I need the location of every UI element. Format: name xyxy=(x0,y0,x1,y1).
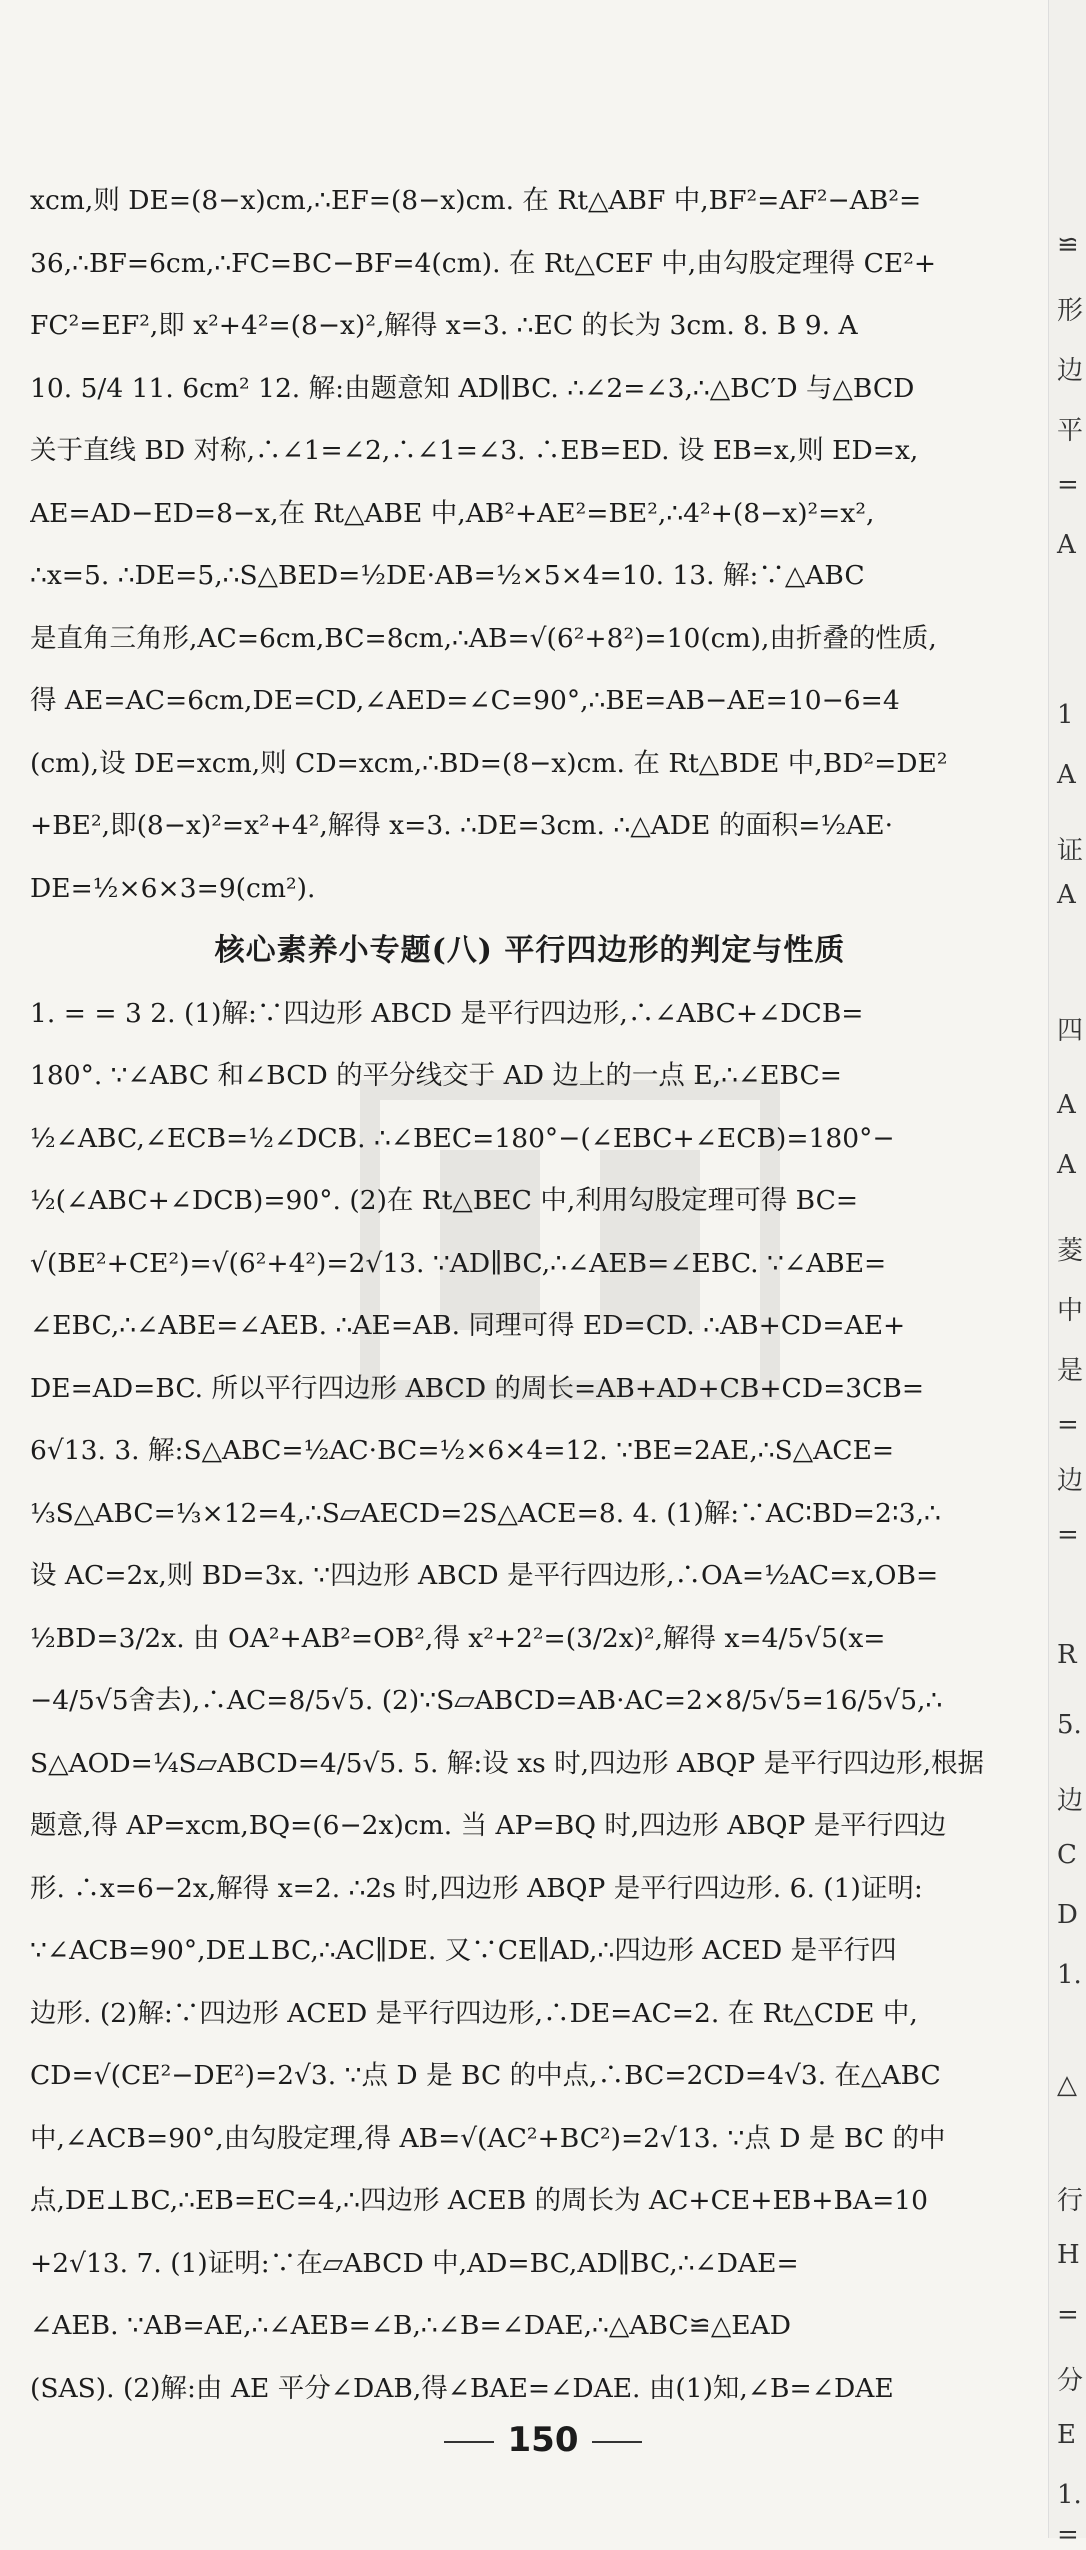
edge-fragment: = xyxy=(1057,2520,1079,2550)
text-line: +2√13. 7. (1)证明:∵在▱ABCD 中,AD=BC,AD∥BC,∴∠DAE= xyxy=(30,2247,799,2279)
text-line: S△AOD=¼S▱ABCD=4/5√5. 5. 解:设 xs 时,四边形 ABQP 是平行四边形,根据 xyxy=(30,1747,985,1779)
text-line: 关于直线 BD 对称,∴∠1=∠2,∴∠1=∠3. ∴EB=ED. 设 EB=x,则 ED=x, xyxy=(30,435,919,466)
edge-fragment: 平 xyxy=(1057,416,1084,446)
edge-fragment: R xyxy=(1057,1640,1077,1670)
text-line: 设 AC=2x,则 BD=3x. ∵四边形 ABCD 是平行四边形,∴OA=½AC=x,OB= xyxy=(30,1560,939,1591)
text-line: ∠AEB. ∵AB=AE,∴∠AEB=∠B,∴∠B=∠DAE,∴△ABC≌△EAD xyxy=(30,2310,791,2341)
edge-fragment: H xyxy=(1057,2240,1080,2270)
edge-fragment: A xyxy=(1057,760,1076,790)
edge-fragment: 边 xyxy=(1057,1786,1084,1816)
text-line: 10. 5/4 11. 6cm² 12. 解:由题意知 AD∥BC. ∴∠2=∠3,∴△BC′D 与△BCD xyxy=(30,372,915,404)
text-line: ⅓S△ABC=⅓×12=4,∴S▱AECD=2S△ACE=8. 4. (1)解:∵AC∶BD=2∶3,∴ xyxy=(30,1497,941,1529)
edge-fragment: 1. xyxy=(1057,1960,1082,1990)
edge-fragment: 边 xyxy=(1057,356,1084,386)
text-line: 180°. ∵∠ABC 和∠BCD 的平分线交于 AD 边上的一点 E,∴∠EBC= xyxy=(30,1060,842,1091)
section-heading: 核心素养小专题(八) 平行四边形的判定与性质 xyxy=(214,933,846,968)
text-line: 形. ∴x=6−2x,解得 x=2. ∴2s 时,四边形 ABQP 是平行四边形. 6. (1)证明: xyxy=(30,1872,923,1904)
edge-fragment: 1. xyxy=(1057,2480,1082,2510)
text-line: AE=AD−ED=8−x,在 Rt△ABE 中,AB²+AE²=BE²,∴4²+(8−x)²=x², xyxy=(30,497,875,529)
page-number-dash-right xyxy=(592,2441,642,2443)
edge-fragment: 四 xyxy=(1057,1016,1084,1046)
edge-fragment: = xyxy=(1057,470,1079,500)
text-line: 得 AE=AC=6cm,DE=CD,∠AED=∠C=90°,∴BE=AB−AE=10−6=4 xyxy=(30,685,900,716)
answer-text-block xyxy=(30,170,1030,2420)
edge-fragment: 菱 xyxy=(1057,1236,1084,1266)
text-line: ∴x=5. ∴DE=5,∴S△BED=½DE·AB=½×5×4=10. 13. 解:∵△ABC xyxy=(30,560,865,591)
edge-fragment: ≌ xyxy=(1057,230,1079,260)
edge-fragment: = xyxy=(1057,1410,1079,1440)
edge-fragment: 行 xyxy=(1057,2186,1084,2216)
text-line: 是直角三角形,AC=6cm,BC=8cm,∴AB=√(6²+8²)=10(cm),由折叠的性质, xyxy=(30,622,937,654)
text-line: 边形. (2)解:∵四边形 ACED 是平行四边形,∴DE=AC=2. 在 Rt△CDE 中, xyxy=(30,1997,918,2029)
edge-fragment: 边 xyxy=(1057,1466,1084,1496)
edge-fragment: 证 xyxy=(1057,836,1084,866)
edge-fragment: △ xyxy=(1057,2070,1077,2100)
edge-fragment: C xyxy=(1057,1840,1077,1870)
edge-fragment: 形 xyxy=(1057,296,1084,326)
text-line: 中,∠ACB=90°,由勾股定理,得 AB=√(AC²+BC²)=2√13. ∵点 D 是 BC 的中 xyxy=(30,2122,946,2154)
page-number xyxy=(0,2420,1086,2460)
edge-fragment: D xyxy=(1057,1900,1078,1930)
text-line: ½(∠ABC+∠DCB)=90°. (2)在 Rt△BEC 中,利用勾股定理可得 BC= xyxy=(30,1185,859,1216)
text-line: (SAS). (2)解:由 AE 平分∠DAB,得∠BAE=∠DAE. 由(1)知,∠B=∠DAE xyxy=(30,2372,894,2404)
text-line: xcm,则 DE=(8−x)cm,∴EF=(8−x)cm. 在 Rt△ABF 中,BF²=AF²−AB²= xyxy=(30,185,922,216)
edge-fragment: A xyxy=(1057,1150,1076,1180)
edge-fragment: 中 xyxy=(1057,1296,1084,1326)
edge-fragment: = xyxy=(1057,1520,1079,1550)
text-line: 36,∴BF=6cm,∴FC=BC−BF=4(cm). 在 Rt△CEF 中,由勾股定理得 CE²+ xyxy=(30,247,937,279)
text-line: CD=√(CE²−DE²)=2√3. ∵点 D 是 BC 的中点,∴BC=2CD=4√3. 在△ABC xyxy=(30,2060,941,2091)
text-line: DE=½×6×3=9(cm²). xyxy=(30,872,316,904)
text-line: 点,DE⊥BC,∴EB=EC=4,∴四边形 ACEB 的周长为 AC+CE+EB+BA=10 xyxy=(30,2185,929,2216)
text-line: +BE²,即(8−x)²=x²+4²,解得 x=3. ∴DE=3cm. ∴△ADE 的面积=½AE· xyxy=(30,810,894,841)
edge-fragment: 5. xyxy=(1057,1710,1082,1740)
edge-fragment: = xyxy=(1057,2300,1079,2330)
edge-fragment: A xyxy=(1057,880,1076,910)
edge-fragment: E xyxy=(1057,2420,1076,2450)
text-line: 6√13. 3. 解:S△ABC=½AC·BC=½×6×4=12. ∵BE=2AE,∴S△ACE= xyxy=(30,1435,895,1466)
page-number-value: 150 xyxy=(507,2420,579,2460)
edge-fragment: A xyxy=(1057,1090,1076,1120)
edge-fragment: A xyxy=(1057,530,1076,560)
text-line: ∵∠ACB=90°,DE⊥BC,∴AC∥DE. 又∵CE∥AD,∴四边形 ACED 是平行四 xyxy=(30,1935,897,1966)
next-page-edge xyxy=(1048,0,1086,2550)
text-line: (cm),设 DE=xcm,则 CD=xcm,∴BD=(8−x)cm. 在 Rt△BDE 中,BD²=DE² xyxy=(30,747,948,779)
edge-fragment: 分 xyxy=(1057,2366,1084,2396)
text-line: 题意,得 AP=xcm,BQ=(6−2x)cm. 当 AP=BQ 时,四边形 ABQP 是平行四边 xyxy=(30,1810,947,1841)
text-line: ∠EBC,∴∠ABE=∠AEB. ∴AE=AB. 同理可得 ED=CD. ∴AB+CD=AE+ xyxy=(30,1310,906,1341)
text-line: ½∠ABC,∠ECB=½∠DCB. ∴∠BEC=180°−(∠EBC+∠ECB)=180°− xyxy=(30,1122,895,1154)
page-number-dash-left xyxy=(444,2441,494,2443)
text-line: −4/5√5舍去),∴AC=8/5√5. (2)∵S▱ABCD=AB·AC=2×8/5√5=16/5√5,∴ xyxy=(30,1685,943,1716)
text-line: DE=AD=BC. 所以平行四边形 ABCD 的周长=AB+AD+CB+CD=3CB= xyxy=(30,1372,925,1404)
text-line: ½BD=3/2x. 由 OA²+AB²=OB²,得 x²+2²=(3/2x)²,解得 x=4/5√5(x= xyxy=(30,1622,886,1654)
edge-fragment: 是 xyxy=(1057,1356,1084,1386)
text-line: FC²=EF²,即 x²+4²=(8−x)²,解得 x=3. ∴EC 的长为 3cm. 8. B 9. A xyxy=(30,310,858,341)
edge-fragment: 1 xyxy=(1057,700,1074,730)
text-line: √(BE²+CE²)=√(6²+4²)=2√13. ∵AD∥BC,∴∠AEB=∠EBC. ∵∠ABE= xyxy=(30,1247,887,1279)
text-line: 1. = = 3 2. (1)解:∵四边形 ABCD 是平行四边形,∴∠ABC+∠DCB= xyxy=(30,997,864,1029)
